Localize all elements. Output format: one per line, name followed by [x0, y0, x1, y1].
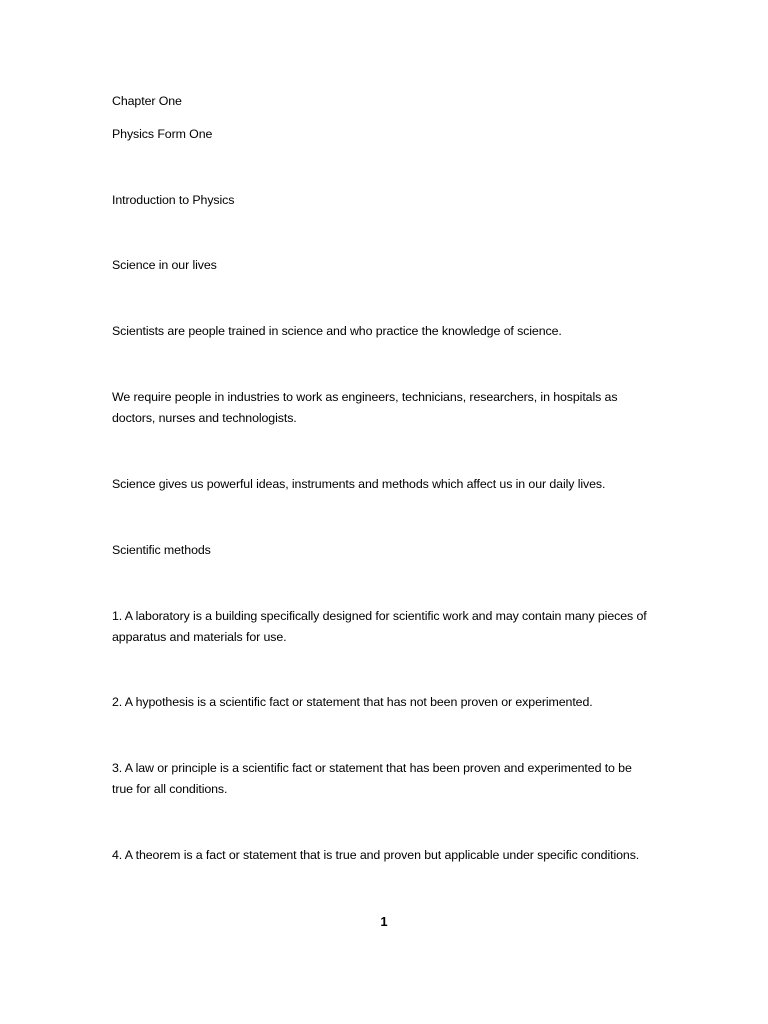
- topic-heading: Introduction to Physics: [112, 193, 235, 207]
- list-item-hypothesis: 2. A hypothesis is a scientific fact or statement that has not been proven or experimented.: [112, 695, 593, 709]
- paragraph-industries: We require people in industries to work as engineers, technicians, researchers, in hospitals as doctors, nurses and technologists.: [112, 390, 618, 425]
- paragraph-scientists: Scientists are people trained in science and who practice the knowledge of science.: [112, 324, 562, 338]
- page-number: 1: [380, 914, 388, 929]
- list-item-laboratory: 1. A laboratory is a building specifically designed for scientific work and may contain many pieces of apparatus and materials for use.: [112, 609, 647, 644]
- paragraph-ideas: Science gives us powerful ideas, instruments and methods which affect us in our daily lives.: [112, 477, 606, 491]
- subject-title: Physics Form One: [112, 127, 213, 141]
- section-heading-science-in-our-lives: Science in our lives: [112, 258, 217, 272]
- list-item-theorem: 4. A theorem is a fact or statement that is true and proven but applicable under specific conditions.: [112, 848, 640, 862]
- section-heading-scientific-methods: Scientific methods: [112, 543, 211, 557]
- list-item-law: 3. A law or principle is a scientific fact or statement that has been proven and experimented to be true for all conditions.: [112, 761, 632, 796]
- chapter-title: Chapter One: [112, 94, 182, 108]
